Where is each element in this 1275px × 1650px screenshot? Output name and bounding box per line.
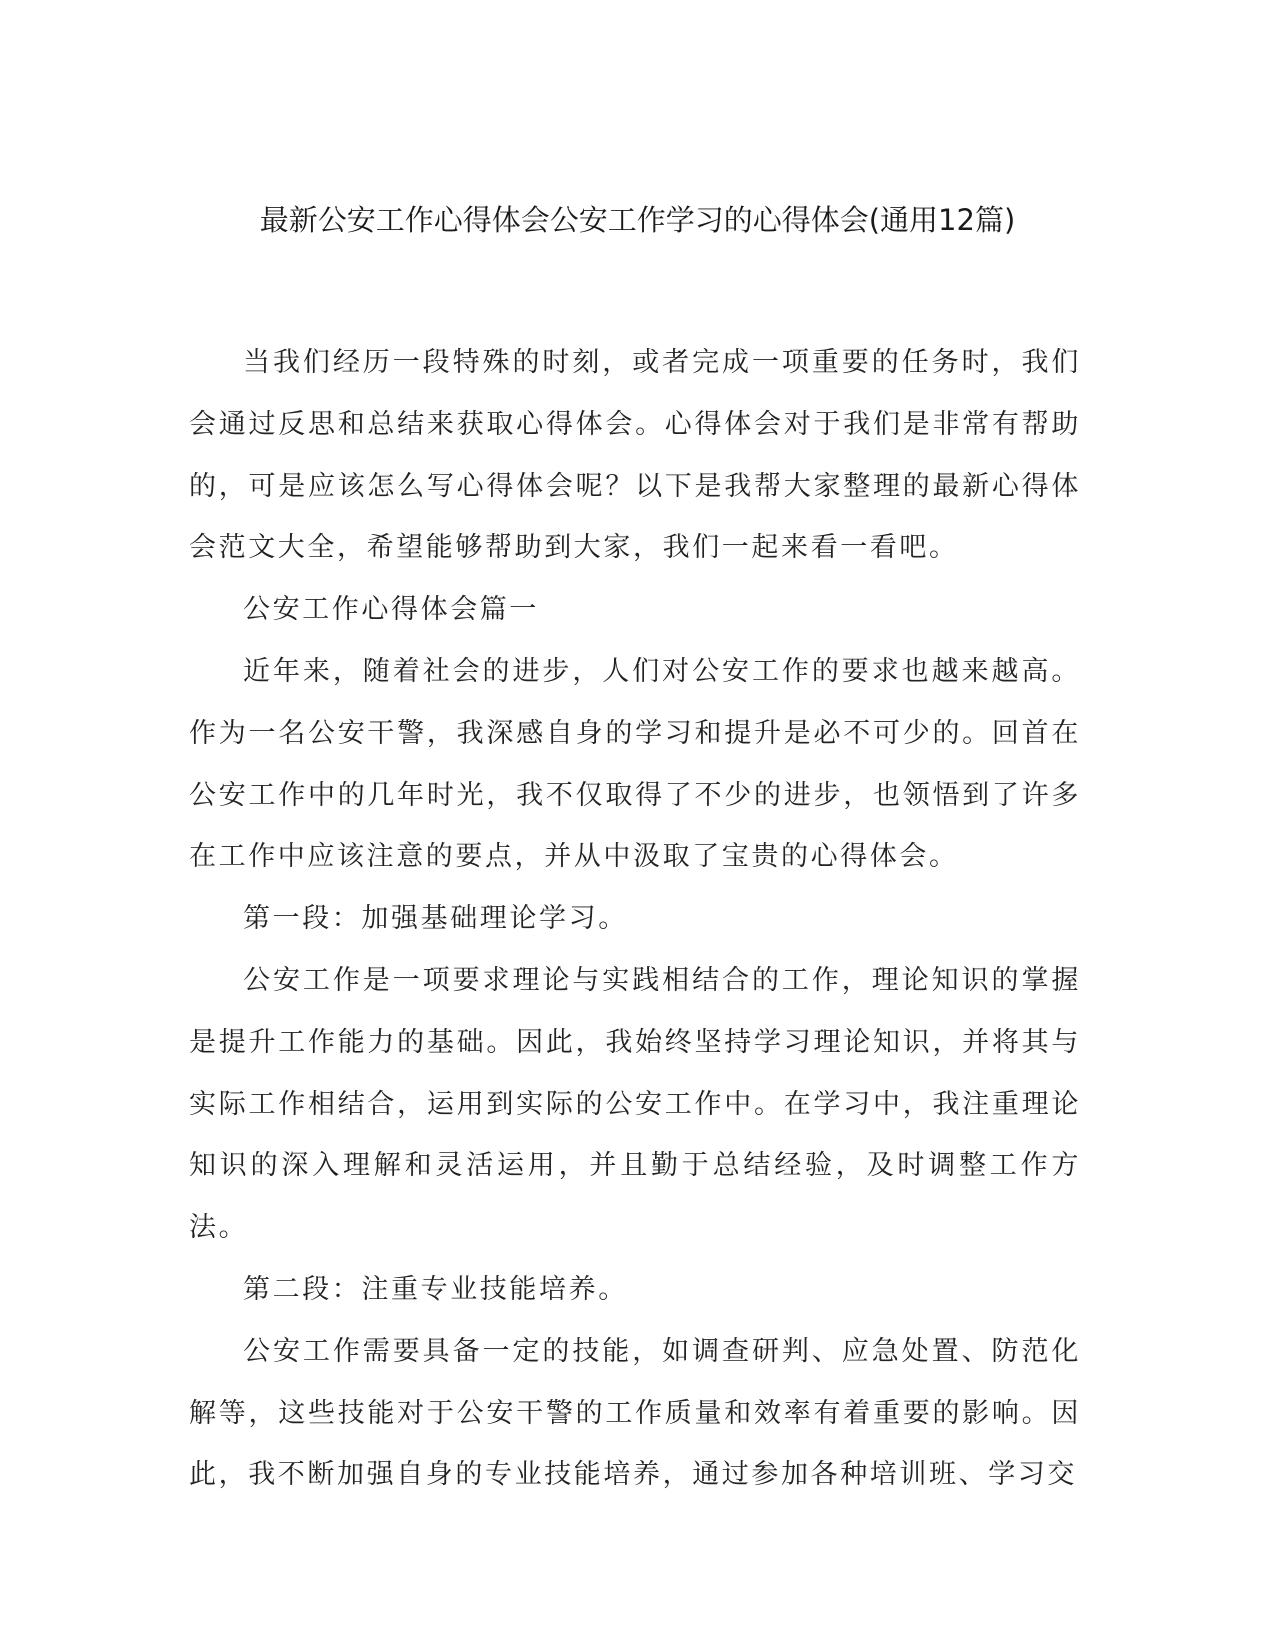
subheading-1: 第一段：加强基础理论学习。	[243, 903, 628, 935]
paragraph-4: 公安工作是一项要求理论与实践相结合的工作，理论知识的掌握是提升工作能力的基础。因此，我始终坚持学习理论知识，并将其与实际工作相结合，运用到实际的公安工作中。在学习中，我注重理论知识的深入理解和灵活运用，并且勤于总结经验，及时调整工作方法。	[189, 964, 1081, 1244]
document-title: 最新公安工作心得体会公安工作学习的心得体会(通用12篇)	[259, 203, 1016, 237]
subheading-2: 第二段：注重专业技能培养。	[243, 1273, 628, 1305]
paragraph-2: 近年来，随着社会的进步，人们对公安工作的要求也越来越高。作为一名公安干警，我深感自身的学习和提升是必不可少的。回首在公安工作中的几年时光，我不仅取得了不少的进步，也领悟到了许多在工作中应该注意的要点，并从中汲取了宝贵的心得体会。	[189, 655, 1081, 873]
document-body	[189, 332, 1081, 1506]
intro-paragraph: 当我们经历一段特殊的时刻，或者完成一项重要的任务时，我们会通过反思和总结来获取心得体会。心得体会对于我们是非常有帮助的，可是应该怎么写心得体会呢？以下是我帮大家整理的最新心得体会范文大全，希望能够帮助到大家，我们一起来看一看吧。	[189, 347, 1081, 564]
section-heading-1: 公安工作心得体会篇一	[243, 594, 539, 626]
paragraph-6: 公安工作需要具备一定的技能，如调查研判、应急处置、防范化解等，这些技能对于公安干警的工作质量和效率有着重要的影响。因此，我不断加强自身的专业技能培养，通过参加各种培训班、学习交	[189, 1335, 1081, 1491]
